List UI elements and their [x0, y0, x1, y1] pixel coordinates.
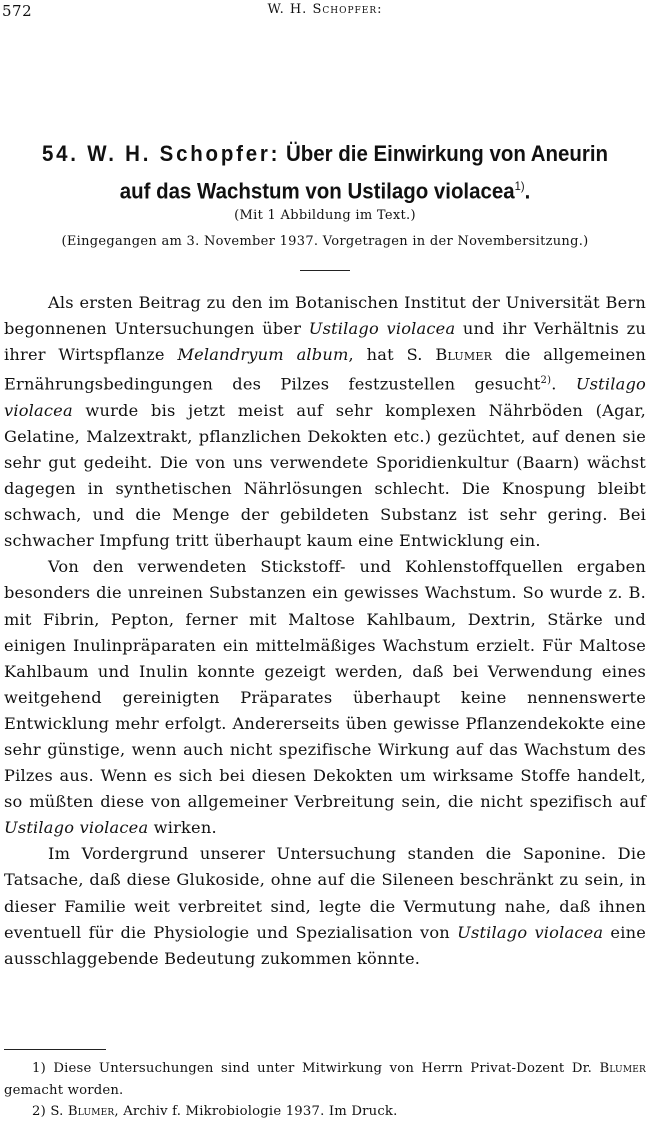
p3-text-b: eine ausschlaggebende Bedeutung zukommen könnte.: [4, 922, 646, 968]
subtitle-received-note: (Eingegangen am 3. November 1937. Vorgetragen in der Novembersitzung.): [61, 234, 589, 249]
p1-text-f: wurde bis jetzt meist auf sehr komplexen Nährböden (Agar, Gelatine, Malzextrakt, pflanzlichen Dekokten etc.) gezüchtet, auf denen sie sehr gut gedeiht. Die von uns verwendete Sporidienkultur (Baarn) wächst dagegen in synthetischen Nährlösungen schlecht. Die Knospung bleibt schwach, und die Menge der gebildeten Substanz ist sehr gering. Bei schwacher Impfung tritt überhaupt kaum eine Entwicklung ein.: [4, 400, 646, 551]
p1-text-e: .: [551, 374, 576, 394]
fn2-text-a: 2) S.: [32, 1104, 68, 1119]
title-line1-rest: Über die Einwirkung von Aneurin: [280, 141, 609, 166]
footnote-divider: [4, 1049, 106, 1050]
fn2-text-b: , Archiv f. Mikrobiologie 1937. Im Druck.: [114, 1104, 398, 1119]
footnotes: [4, 1058, 646, 1123]
p3-text-a: Im Vordergrund unserer Untersuchung standen die Saponine. Die Tatsache, daß diese Glukoside, ohne auf die Sileneen beschränkt zu sein, in dieser Familie weit verbreitet sind, legte die Vermutung nahe, daß ihnen eventuell für die Physiologie und Spezialisation von: [4, 844, 646, 942]
p2-species-ustilago: Ustilago violacea: [4, 818, 149, 838]
title-note-ref: 1): [514, 179, 525, 193]
p1-author-name: Blumer: [435, 345, 493, 365]
title-divider: [300, 270, 350, 271]
article-body: [4, 290, 646, 972]
p1-text-d: die allgemeinen Ernährungsbedingungen des Pilzes festzustellen gesucht: [4, 345, 646, 394]
fn1-name: Blumer: [599, 1061, 646, 1076]
p1-species-melandryum: Melandryum album: [177, 345, 349, 365]
p1-text-a: Als ersten Beitrag zu den im Botanischen Institut der Universität Bern begonnenen Untersuchungen über: [4, 293, 646, 339]
fn1-text-a: 1) Diese Untersuchungen sind unter Mitwirkung von Herrn Privat-Dozent Dr.: [32, 1061, 600, 1076]
title-line2: auf das Wachstum von Ustilago violacea: [119, 178, 515, 204]
running-head: [0, 2, 650, 17]
p3-species-ustilago: Ustilago violacea: [457, 922, 604, 942]
p1-species-ustilago-2: Ustilago violacea: [4, 374, 646, 420]
title-number-author: 54. W. H. Schopfer:: [41, 141, 281, 166]
p1-footnote-ref: 2): [540, 375, 552, 387]
running-header: [0, 2, 650, 24]
p2-text-a: Von den verwendeten Stickstoff- und Kohlenstoffquellen ergaben besonders die unreinen Substanzen ein gewisses Wachstum. So wurde z. B. mit Fibrin, Pepton, ferner mit Maltose Kahlbaum, Dextrin, Stärke und einigen Inulinpräparaten ein mittelmäßiges Wachstum erzielt. Für Maltose Kahlbaum und Inulin konnte gezeigt werden, daß bei Verwendung eines weitgehend gereinigten Präparates überhaupt keine nennenswerte Entwicklung mehr erfolgt. Andererseits üben gewisse Pflanzendekokte eine sehr günstige, wenn auch nicht spezifische Wirkung auf das Wachstum des Pilzes aus. Wenn es sich bei diesen Dekokten um wirksame Stoffe handelt, so müßten diese von allgemeiner Verbreitung sein, die nicht spezifisch auf: [4, 557, 646, 812]
paragraph-1: [4, 290, 646, 554]
paragraph-2: [4, 554, 646, 841]
p1-text-c: , hat S.: [348, 345, 436, 365]
paragraph-3: [4, 841, 646, 971]
p1-species-ustilago: Ustilago violacea: [308, 319, 456, 339]
fn1-text-b: gemacht worden.: [4, 1082, 124, 1098]
running-head-text: W. H. Schopfer:: [267, 2, 383, 17]
p1-text-b: und ihr Verhältnis zu ihrer Wirtspflanze: [4, 319, 646, 365]
fn2-name: Blumer: [67, 1104, 115, 1119]
footnote-1: [4, 1058, 646, 1101]
article-title: 54. W. H. Schopfer: Über die Einwirkung von Aneurin auf das Wachstum von Ustilago violacea$^{1)}$.: [41, 141, 609, 204]
subtitle-figure-note: (Mit 1 Abbildung im Text.): [234, 208, 416, 223]
p2-text-b: wirken.: [148, 818, 217, 838]
footnote-2: [4, 1101, 646, 1123]
page-number: 572: [2, 2, 33, 20]
